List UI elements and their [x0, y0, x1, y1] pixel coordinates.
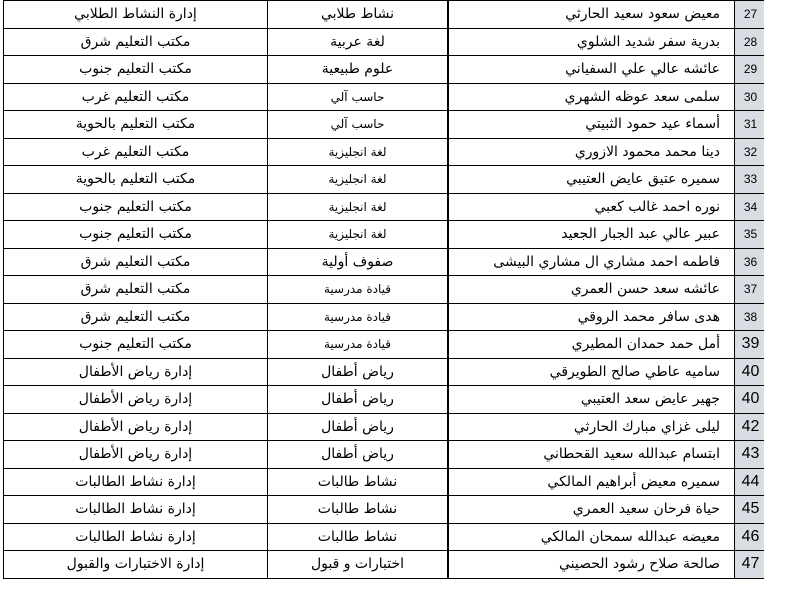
- name-cell[interactable]: دينا محمد محمود الازوري: [449, 138, 735, 166]
- blank-cell[interactable]: [448, 441, 449, 469]
- name-cell[interactable]: صالحة صلاح رشود الحصيني: [449, 551, 735, 579]
- department-cell[interactable]: مكتب التعليم جنوب: [4, 56, 268, 84]
- specialty-cell[interactable]: لغة انجليزية: [268, 138, 448, 166]
- department-cell[interactable]: مكتب التعليم غرب: [4, 83, 268, 111]
- specialty-cell[interactable]: نشاط طالبات: [268, 523, 448, 551]
- specialty-cell[interactable]: حاسب آلي: [268, 111, 448, 139]
- table-row[interactable]: [4, 331, 767, 359]
- row-number-cell[interactable]: 43: [735, 441, 767, 469]
- specialty-cell[interactable]: نشاط طالبات: [268, 468, 448, 496]
- row-number-cell[interactable]: 40: [735, 358, 767, 386]
- table-row[interactable]: [4, 496, 767, 524]
- specialty-cell[interactable]: صفوف أولية: [268, 248, 448, 276]
- name-cell[interactable]: ليلى غزاي مبارك الحارثي: [449, 413, 735, 441]
- row-number-cell[interactable]: 30: [735, 83, 767, 111]
- department-cell[interactable]: إدارة نشاط الطالبات: [4, 496, 268, 524]
- row-number-cell[interactable]: 42: [735, 413, 767, 441]
- blank-cell[interactable]: [448, 56, 449, 84]
- table-row[interactable]: [4, 441, 767, 469]
- specialty-cell[interactable]: قيادة مدرسية: [268, 331, 448, 359]
- department-cell[interactable]: إدارة رياض الأطفال: [4, 358, 268, 386]
- table-row[interactable]: [4, 1, 767, 29]
- specialty-cell[interactable]: علوم طبيعية: [268, 56, 448, 84]
- table-row[interactable]: [4, 221, 767, 249]
- blank-cell[interactable]: [448, 386, 449, 414]
- specialty-cell[interactable]: رياض أطفال: [268, 441, 448, 469]
- blank-cell[interactable]: [448, 1, 449, 29]
- department-cell[interactable]: مكتب التعليم شرق: [4, 303, 268, 331]
- specialty-cell[interactable]: رياض أطفال: [268, 386, 448, 414]
- name-cell[interactable]: ابتسام عبدالله سعيد القحطاني: [449, 441, 735, 469]
- department-cell[interactable]: مكتب التعليم غرب: [4, 138, 268, 166]
- table-row[interactable]: [4, 193, 767, 221]
- table-row[interactable]: [4, 468, 767, 496]
- blank-cell[interactable]: [448, 83, 449, 111]
- name-cell[interactable]: جهير عايض سعد العتيبي: [449, 386, 735, 414]
- name-cell[interactable]: معيضه عبدالله سمحان المالكي: [449, 523, 735, 551]
- department-cell[interactable]: مكتب التعليم بالحوية: [4, 111, 268, 139]
- table-row[interactable]: [4, 551, 767, 579]
- blank-cell[interactable]: [448, 248, 449, 276]
- department-cell[interactable]: إدارة رياض الأطفال: [4, 413, 268, 441]
- name-cell[interactable]: نوره احمد غالب كعبي: [449, 193, 735, 221]
- table-row[interactable]: [4, 358, 767, 386]
- row-number-cell[interactable]: 33: [735, 166, 767, 194]
- row-number-cell[interactable]: 32: [735, 138, 767, 166]
- department-cell[interactable]: مكتب التعليم جنوب: [4, 221, 268, 249]
- table-row[interactable]: [4, 413, 767, 441]
- specialty-cell[interactable]: لغة انجليزية: [268, 221, 448, 249]
- department-cell[interactable]: إدارة رياض الأطفال: [4, 441, 268, 469]
- table-row[interactable]: [4, 248, 767, 276]
- department-cell[interactable]: مكتب التعليم جنوب: [4, 331, 268, 359]
- row-number-cell[interactable]: 44: [735, 468, 767, 496]
- specialty-cell[interactable]: لغة انجليزية: [268, 166, 448, 194]
- row-number-cell[interactable]: 27: [735, 1, 767, 29]
- blank-cell[interactable]: [448, 303, 449, 331]
- name-cell[interactable]: أمل حمد حمدان المطيري: [449, 331, 735, 359]
- specialty-cell[interactable]: رياض أطفال: [268, 413, 448, 441]
- table-row[interactable]: [4, 28, 767, 56]
- specialty-cell[interactable]: نشاط طالبات: [268, 496, 448, 524]
- name-cell[interactable]: عائشه عالي علي السفياني: [449, 56, 735, 84]
- table-row[interactable]: [4, 303, 767, 331]
- name-cell[interactable]: معيض سعود سعيد الحارثي: [449, 1, 735, 29]
- department-cell[interactable]: مكتب التعليم بالحوية: [4, 166, 268, 194]
- name-cell[interactable]: أسماء عيد حمود الثبيتي: [449, 111, 735, 139]
- table-row[interactable]: [4, 386, 767, 414]
- row-number-cell[interactable]: 38: [735, 303, 767, 331]
- row-number-cell[interactable]: 29: [735, 56, 767, 84]
- name-cell[interactable]: سلمى سعد عوظه الشهري: [449, 83, 735, 111]
- specialty-cell[interactable]: حاسب آلي: [268, 83, 448, 111]
- department-cell[interactable]: إدارة رياض الأطفال: [4, 386, 268, 414]
- blank-cell[interactable]: [448, 138, 449, 166]
- table-row[interactable]: [4, 83, 767, 111]
- employee-table: [3, 0, 767, 579]
- name-cell[interactable]: حياة فرحان سعيد العمري: [449, 496, 735, 524]
- blank-cell[interactable]: [448, 496, 449, 524]
- row-number-cell[interactable]: 40: [735, 386, 767, 414]
- row-number-cell[interactable]: 35: [735, 221, 767, 249]
- name-cell[interactable]: هدى سافر محمد الروقي: [449, 303, 735, 331]
- department-cell[interactable]: مكتب التعليم شرق: [4, 248, 268, 276]
- blank-cell[interactable]: [448, 166, 449, 194]
- row-number-cell[interactable]: 36: [735, 248, 767, 276]
- row-number-cell[interactable]: 47: [735, 551, 767, 579]
- row-number-cell[interactable]: 45: [735, 496, 767, 524]
- specialty-cell[interactable]: لغة انجليزية: [268, 193, 448, 221]
- name-cell[interactable]: بدرية سفر شديد الشلوي: [449, 28, 735, 56]
- name-cell[interactable]: فاطمه احمد مشاري ال مشاري البيشى: [449, 248, 735, 276]
- blank-cell[interactable]: [448, 111, 449, 139]
- table-row[interactable]: [4, 111, 767, 139]
- table-row[interactable]: [4, 276, 767, 304]
- specialty-cell[interactable]: قيادة مدرسية: [268, 303, 448, 331]
- blank-cell[interactable]: [448, 468, 449, 496]
- blank-cell[interactable]: [448, 276, 449, 304]
- name-cell[interactable]: ساميه عاطي صالح الطويرقي: [449, 358, 735, 386]
- blank-cell[interactable]: [448, 413, 449, 441]
- department-cell[interactable]: مكتب التعليم شرق: [4, 276, 268, 304]
- blank-cell[interactable]: [448, 193, 449, 221]
- row-number-cell[interactable]: 37: [735, 276, 767, 304]
- blank-cell[interactable]: [448, 551, 449, 579]
- blank-cell[interactable]: [448, 221, 449, 249]
- department-cell[interactable]: إدارة النشاط الطلابي: [4, 1, 268, 29]
- name-cell[interactable]: سميره عتيق عايض العتيبي: [449, 166, 735, 194]
- specialty-cell[interactable]: نشاط طلابي: [268, 1, 448, 29]
- table-row[interactable]: [4, 56, 767, 84]
- blank-cell[interactable]: [448, 28, 449, 56]
- sheet-right-margin: [764, 0, 788, 601]
- blank-cell[interactable]: [448, 523, 449, 551]
- blank-cell[interactable]: [448, 358, 449, 386]
- department-cell[interactable]: إدارة نشاط الطالبات: [4, 468, 268, 496]
- row-number-cell[interactable]: 31: [735, 111, 767, 139]
- specialty-cell[interactable]: قيادة مدرسية: [268, 276, 448, 304]
- name-cell[interactable]: سميره معيض أبراهيم المالكي: [449, 468, 735, 496]
- specialty-cell[interactable]: رياض أطفال: [268, 358, 448, 386]
- department-cell[interactable]: مكتب التعليم جنوب: [4, 193, 268, 221]
- blank-cell[interactable]: [448, 331, 449, 359]
- table-row[interactable]: [4, 523, 767, 551]
- department-cell[interactable]: مكتب التعليم شرق: [4, 28, 268, 56]
- row-number-cell[interactable]: 28: [735, 28, 767, 56]
- department-cell[interactable]: إدارة نشاط الطالبات: [4, 523, 268, 551]
- specialty-cell[interactable]: لغة عربية: [268, 28, 448, 56]
- specialty-cell[interactable]: اختبارات و قبول: [268, 551, 448, 579]
- name-cell[interactable]: عائشه سعد حسن العمري: [449, 276, 735, 304]
- table-body: [4, 1, 767, 579]
- row-number-cell[interactable]: 46: [735, 523, 767, 551]
- row-number-cell[interactable]: 34: [735, 193, 767, 221]
- row-number-cell[interactable]: 39: [735, 331, 767, 359]
- name-cell[interactable]: عبير عالي عبد الجبار الجعيد: [449, 221, 735, 249]
- table-row[interactable]: [4, 138, 767, 166]
- table-row[interactable]: [4, 166, 767, 194]
- department-cell[interactable]: إدارة الاختبارات والقبول: [4, 551, 268, 579]
